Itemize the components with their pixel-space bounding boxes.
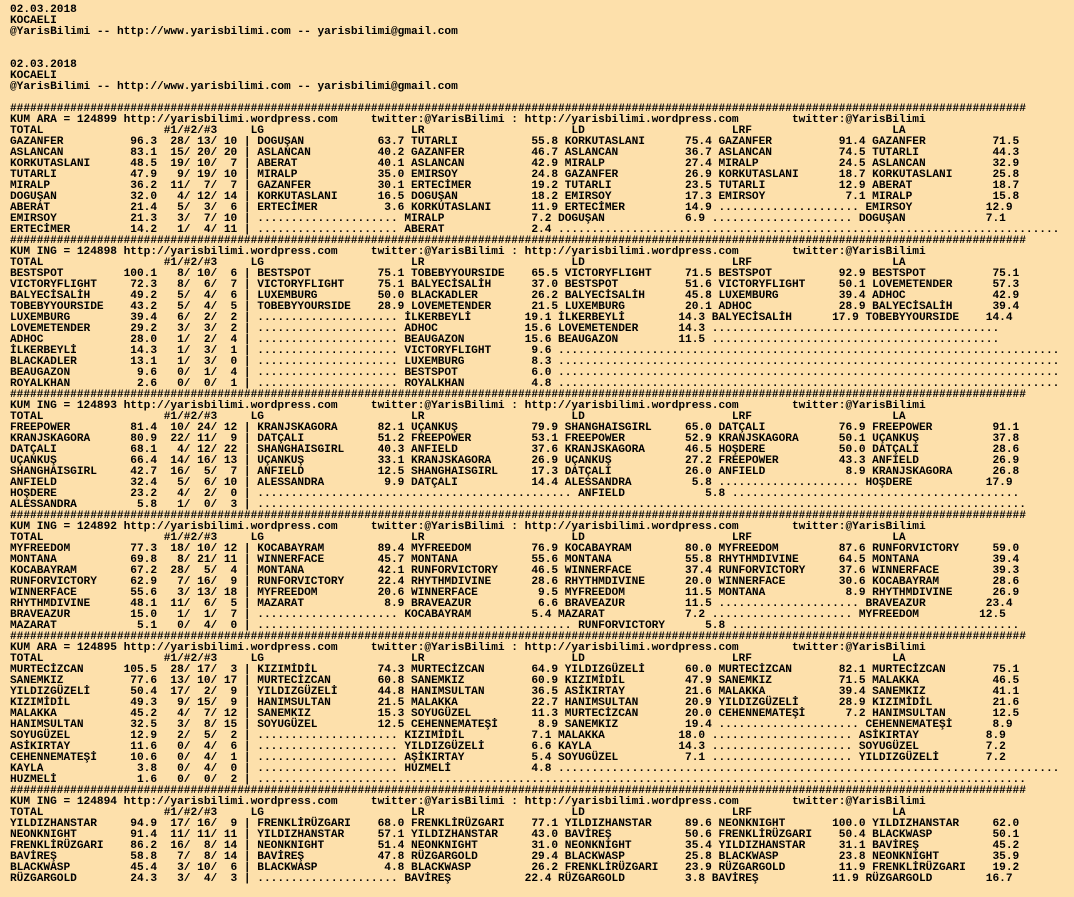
- text-line: MYFREEDOM 77.3 18/ 10/ 12 | KOCABAYRAM 89.4 MYFREEDOM 76.9 KOCABAYRAM 80.0 MYFREEDOM 87.6 RUNFORVICTORY 59.0: [10, 543, 1020, 555]
- text-line: TOTAL #1/#2/#3 LG LR LD LRF LA: [10, 125, 906, 137]
- text-line: YILDIZHANSTAR 94.9 17/ 16/ 9 | FRENKLİRÜZGARI 68.0 FRENKLİRÜZGARI 77.1 YILDIZHANSTAR 89.6 NEONKNIGHT 100.0 YILDIZHANSTAR 62.0: [10, 818, 1020, 830]
- text-line: SANEMKIZ 77.6 13/ 10/ 17 | MURTECİZCAN 60.8 SANEMKIZ 60.9 KIZIMİDİL 47.9 SANEMKIZ 71.5 MALAKKA 46.5: [10, 675, 1020, 687]
- text-line: BESTSPOT 100.1 8/ 10/ 6 | BESTSPOT 75.1 TOBEBYYOURSIDE 65.5 VICTORYFLIGHT 71.5 BESTSPOT 92.9 BESTSPOT 75.1: [10, 268, 1020, 280]
- text-line: YILDIZGÜZELİ 50.4 17/ 2/ 9 | YILDIZGÜZELİ 44.8 HANIMSULTAN 36.5 ASİKIRTAY 21.6 MALAKKA 39.4 SANEMKIZ 41.1: [10, 686, 1020, 698]
- text-line: BLACKADLER 13.1 1/ 3/ 0 | ..................... LUXEMBURG 8.3 ...........................................................................: [10, 356, 1060, 368]
- text-line: KOCABAYRAM 67.2 28/ 5/ 4 | MONTANA 42.1 RUNFORVICTORY 46.5 WINNERFACE 37.4 RUNFORVICTORY 37.6 WINNERFACE 39.3: [10, 565, 1020, 577]
- text-line: ERTECİMER 14.2 1/ 4/ 11 | ..................... ABERAT 2.4 ...........................................................................: [10, 224, 1060, 236]
- text-line: TOBEBYYOURSIDE 43.2 5/ 4/ 5 | TOBEBYYOURSIDE 28.9 LOVEMETENDER 21.5 LUXEMBURG 20.1 ADHOC 28.9 BALYECİSALİH 39.4: [10, 301, 1020, 313]
- text-line: ABERAT 21.4 5/ 3/ 6 | ERTECİMER 3.6 KORKUTASLANI 11.9 ERTECİMER 14.9 ..................... EMIRSOY 12.9: [10, 202, 1013, 214]
- text-line: TOTAL #1/#2/#3 LG LR LD LRF LA: [10, 257, 906, 269]
- text-line: BLACKWASP 45.4 3/ 10/ 6 | BLACKWASP 4.8 BLACKWASP 26.2 FRENKLİRÜZGARI 23.9 RÜZGARGOLD 11.9 FRENKLİRÜZGARI 19.2: [10, 862, 1020, 874]
- text-line: DATÇALI 68.1 4/ 12/ 22 | SHANGHAISGIRL 40.3 ANFIELD 37.6 KRANJSKAGORA 46.5 HOŞDERE 50.0 DATÇALI 28.6: [10, 444, 1020, 456]
- text-line: @YarisBilimi -- http://www.yarisbilimi.com -- yarisbilimi@gmail.com: [10, 26, 458, 38]
- text-line: BAVİREŞ 58.8 7/ 8/ 14 | BAVİREŞ 47.8 RÜZGARGOLD 29.4 BLACKWASP 25.8 BLACKWASP 23.8 NEONKNIGHT 35.9: [10, 851, 1020, 863]
- text-line: CEHENNEMATEŞİ 10.6 0/ 4/ 1 | ..................... AŞİKIRTAY 5.4 SOYUGÜZEL 7.1 ..................... YILDIZGÜZELİ 7.2: [10, 752, 1006, 764]
- text-line: TOTAL #1/#2/#3 LG LR LD LRF LA: [10, 653, 906, 665]
- text-line: HOŞDERE 23.2 4/ 2/ 0 | ............................................... ANFIELD 5.8 ...........................................: [10, 488, 1020, 500]
- text-line: KIZIMİDİL 49.3 9/ 15/ 9 | HANIMSULTAN 21.5 MALAKKA 22.7 HANIMSULTAN 20.9 YILDIZGÜZELİ 28.9 KIZIMİDİL 21.6: [10, 697, 1020, 709]
- text-line: KAYLA 3.8 0/ 4/ 0 | ..................... HUZMELİ 4.8 ...........................................................................: [10, 763, 1060, 775]
- race-results-document: [10, 5, 1059, 885]
- text-line: ########################################################################################################################################################: [10, 103, 1026, 115]
- text-line: ANFIELD 32.4 5/ 6/ 10 | ALESSANDRA 9.9 DATÇALI 14.4 ALESSANDRA 5.8 ..................... HOŞDERE 17.9: [10, 477, 1013, 489]
- text-line: RHYTHMDIVINE 48.1 11/ 6/ 5 | MAZARAT 8.9 BRAVEAZUR 6.6 BRAVEAZUR 11.5 ..................... BRAVEAZUR 23.4: [10, 598, 1013, 610]
- text-line: KUM ARA = 124899 http://yarisbilimi.wordpress.com twitter:@YarisBilimi : http://yarisbilimi.wordpress.com twitter:@YarisBilimi: [10, 114, 926, 126]
- text-line: TOTAL #1/#2/#3 LG LR LD LRF LA: [10, 807, 906, 819]
- text-line: KUM ARA = 124895 http://yarisbilimi.wordpress.com twitter:@YarisBilimi : http://yarisbilimi.wordpress.com twitter:@YarisBilimi: [10, 642, 926, 654]
- text-line: KRANJSKAGORA 80.9 22/ 11/ 9 | DATÇALI 51.2 FREEPOWER 53.1 FREEPOWER 52.9 KRANJSKAGORA 50.1 UÇANKUŞ 37.8: [10, 433, 1020, 445]
- text-line: ASLANCAN 83.1 15/ 20/ 20 | ASLANCAN 40.2 GAZANFER 46.7 ASLANCAN 36.7 ASLANCAN 74.5 TUTARLI 44.3: [10, 147, 1020, 159]
- text-line: ADHOC 28.0 1/ 2/ 4 | ..................... BEAUGAZON 15.6 BEAUGAZON 11.5 ...........................................: [10, 334, 1000, 346]
- text-line: KUM ING = 124893 http://yarisbilimi.wordpress.com twitter:@YarisBilimi : http://yarisbilimi.wordpress.com twitter:@YarisBilimi: [10, 400, 926, 412]
- text-line: SOYUGÜZEL 12.9 2/ 5/ 2 | ..................... KIZIMİDİL 7.1 MALAKKA 18.0 ..................... ASİKIRTAY 8.9: [10, 730, 1006, 742]
- text-line: DOGUŞAN 32.0 4/ 12/ 14 | KORKUTASLANI 16.5 DOGUŞAN 18.2 EMIRSOY 17.3 EMIRSOY 7.1 MIRALP 15.8: [10, 191, 1020, 203]
- text-line: 02.03.2018: [10, 59, 77, 71]
- text-line: KUM ING = 124894 http://yarisbilimi.wordpress.com twitter:@YarisBilimi : http://yarisbilimi.wordpress.com twitter:@YarisBilimi: [10, 796, 926, 808]
- text-line: WINNERFACE 55.6 3/ 13/ 18 | MYFREEDOM 20.6 WINNERFACE 9.5 MYFREEDOM 11.5 MONTANA 8.9 RHYTHMDIVINE 26.9: [10, 587, 1020, 599]
- text-line: ########################################################################################################################################################: [10, 631, 1026, 643]
- text-line: HANIMSULTAN 32.5 3/ 8/ 15 | SOYUGÜZEL 12.5 CEHENNEMATEŞİ 8.9 SANEMKIZ 19.4 ..................... CEHENNEMATEŞİ 8.9: [10, 719, 1013, 731]
- text-line: [10, 38, 1059, 49]
- text-line: MURTECİZCAN 105.5 28/ 17/ 3 | KIZIMİDİL 74.3 MURTECİZCAN 64.9 YILDIZGÜZELİ 60.0 MURTECİZCAN 82.1 MURTECİZCAN 75.1: [10, 664, 1020, 676]
- text-line: BRAVEAZUR 15.0 1/ 1/ 7 | ..................... KOCABAYRAM 5.4 MAZARAT 7.2 ..................... MYFREEDOM 12.5: [10, 609, 1006, 621]
- text-line: LUXEMBURG 39.4 6/ 2/ 2 | ..................... İLKERBEYLİ 19.1 İLKERBEYLİ 14.3 BALYECİSALİH 17.9 TOBEBYYOURSIDE 14.4: [10, 312, 1013, 324]
- text-line: LOVEMETENDER 29.2 3/ 3/ 2 | ..................... ADHOC 15.6 LOVEMETENDER 14.3 ...........................................: [10, 323, 1000, 335]
- text-line: GAZANFER 96.3 28/ 13/ 10 | DOGUŞAN 63.7 TUTARLI 55.8 KORKUTASLANI 75.4 GAZANFER 91.4 GAZANFER 71.5: [10, 136, 1020, 148]
- text-line: EMIRSOY 21.3 3/ 7/ 10 | ..................... MIRALP 7.2 DOGUŞAN 6.9 ..................... DOGUŞAN 7.1: [10, 213, 1006, 225]
- text-line: BALYECİSALİH 49.2 5/ 4/ 6 | LUXEMBURG 50.0 BLACKADLER 26.2 BALYECİSALİH 45.8 LUXEMBURG 39.4 ADHOC 42.9: [10, 290, 1020, 302]
- text-line: SHANGHAISGIRL 42.7 16/ 5/ 7 | ANFIELD 12.5 SHANGHAISGIRL 17.3 DATÇALI 26.0 ANFIELD 8.9 KRANJSKAGORA 26.8: [10, 466, 1020, 478]
- text-line: KOCAELI: [10, 15, 57, 27]
- text-line: KOCAELI: [10, 70, 57, 82]
- text-line: ########################################################################################################################################################: [10, 785, 1026, 797]
- text-line: MAZARAT 5.1 0/ 4/ 0 | ............................................... RUNFORVICTORY 5.8 ...........................................: [10, 620, 1020, 632]
- text-line: BEAUGAZON 9.6 0/ 1/ 4 | ..................... BESTSPOT 6.0 ...........................................................................: [10, 367, 1060, 379]
- text-line: @YarisBilimi -- http://www.yarisbilimi.com -- yarisbilimi@gmail.com: [10, 81, 458, 93]
- text-line: FREEPOWER 81.4 10/ 24/ 12 | KRANJSKAGORA 82.1 UÇANKUŞ 79.9 SHANGHAISGIRL 65.0 DATÇALI 76.9 FREEPOWER 91.1: [10, 422, 1020, 434]
- text-line: RÜZGARGOLD 24.3 3/ 4/ 3 | ..................... BAVİREŞ 22.4 RÜZGARGOLD 3.8 BAVİREŞ 11.9 RÜZGARGOLD 16.7: [10, 873, 1013, 885]
- text-line: UÇANKUŞ 66.4 14/ 16/ 13 | UÇANKUŞ 33.1 KRANJSKAGORA 26.9 UÇANKUŞ 27.2 FREEPOWER 43.3 ANFIELD 26.9: [10, 455, 1020, 467]
- text-line: ALESSANDRA 5.8 1/ 0/ 3 | ...................................................................................................................: [10, 499, 1026, 511]
- text-line: ########################################################################################################################################################: [10, 510, 1026, 522]
- text-line: KUM ING = 124892 http://yarisbilimi.wordpress.com twitter:@YarisBilimi : http://yarisbilimi.wordpress.com twitter:@YarisBilimi: [10, 521, 926, 533]
- text-line: TUTARLI 47.9 9/ 19/ 10 | MIRALP 35.0 EMIRSOY 24.8 GAZANFER 26.9 KORKUTASLANI 18.7 KORKUTASLANI 25.8: [10, 169, 1020, 181]
- text-line: ASİKIRTAY 11.6 0/ 4/ 6 | ..................... YILDIZGÜZELİ 6.6 KAYLA 14.3 ..................... SOYUGÜZEL 7.2: [10, 741, 1006, 753]
- text-line: TOTAL #1/#2/#3 LG LR LD LRF LA: [10, 411, 906, 423]
- text-line: KUM ING = 124898 http://yarisbilimi.wordpress.com twitter:@YarisBilimi : http://yarisbilimi.wordpress.com twitter:@YarisBilimi: [10, 246, 926, 258]
- text-line: ########################################################################################################################################################: [10, 235, 1026, 247]
- text-line: 02.03.2018: [10, 4, 77, 16]
- text-line: MONTANA 69.8 8/ 21/ 11 | WINNERFACE 45.7 MONTANA 55.6 MONTANA 55.8 RHYTHMDIVINE 64.5 MONTANA 39.4: [10, 554, 1020, 566]
- text-line: [10, 49, 1059, 60]
- text-line: FRENKLİRÜZGARI 86.2 16/ 8/ 14 | NEONKNIGHT 51.4 NEONKNIGHT 31.0 NEONKNIGHT 35.4 YILDIZHANSTAR 31.1 BAVİREŞ 45.2: [10, 840, 1020, 852]
- text-line: MIRALP 36.2 11/ 7/ 7 | GAZANFER 30.1 ERTECİMER 19.2 TUTARLI 23.5 TUTARLI 12.9 ABERAT 18.7: [10, 180, 1020, 192]
- text-line: İLKERBEYLİ 14.3 1/ 3/ 1 | ..................... VICTORYFLIGHT 9.6 ...........................................................................: [10, 345, 1060, 357]
- text-line: ########################################################################################################################################################: [10, 389, 1026, 401]
- text-line: NEONKNIGHT 91.4 11/ 11/ 11 | YILDIZHANSTAR 57.1 YILDIZHANSTAR 43.0 BAVİREŞ 50.6 FRENKLİRÜZGARI 50.4 BLACKWASP 50.1: [10, 829, 1020, 841]
- text-line: RUNFORVICTORY 62.9 7/ 16/ 9 | RUNFORVICTORY 22.4 RHYTHMDIVINE 28.6 RHYTHMDIVINE 20.0 WINNERFACE 30.6 KOCABAYRAM 28.6: [10, 576, 1020, 588]
- text-line: MALAKKA 45.2 4/ 7/ 12 | SANEMKIZ 15.3 SOYUGÜZEL 11.3 MURTECİZCAN 20.0 CEHENNEMATEŞİ 7.2 HANIMSULTAN 12.5: [10, 708, 1020, 720]
- text-line: ROYALKHAN 2.6 0/ 0/ 1 | ..................... ROYALKHAN 4.8 ...........................................................................: [10, 378, 1060, 390]
- text-line: VICTORYFLIGHT 72.3 8/ 6/ 7 | VICTORYFLIGHT 75.1 BALYECİSALİH 37.0 BESTSPOT 51.6 VICTORYFLIGHT 50.1 LOVEMETENDER 57.3: [10, 279, 1020, 291]
- text-line: TOTAL #1/#2/#3 LG LR LD LRF LA: [10, 532, 906, 544]
- text-line: HUZMELİ 1.6 0/ 0/ 2 | ...................................................................................................................: [10, 774, 1026, 786]
- text-line: KORKUTASLANI 48.5 19/ 10/ 7 | ABERAT 40.1 ASLANCAN 42.9 MIRALP 27.4 MIRALP 24.5 ASLANCAN 32.9: [10, 158, 1020, 170]
